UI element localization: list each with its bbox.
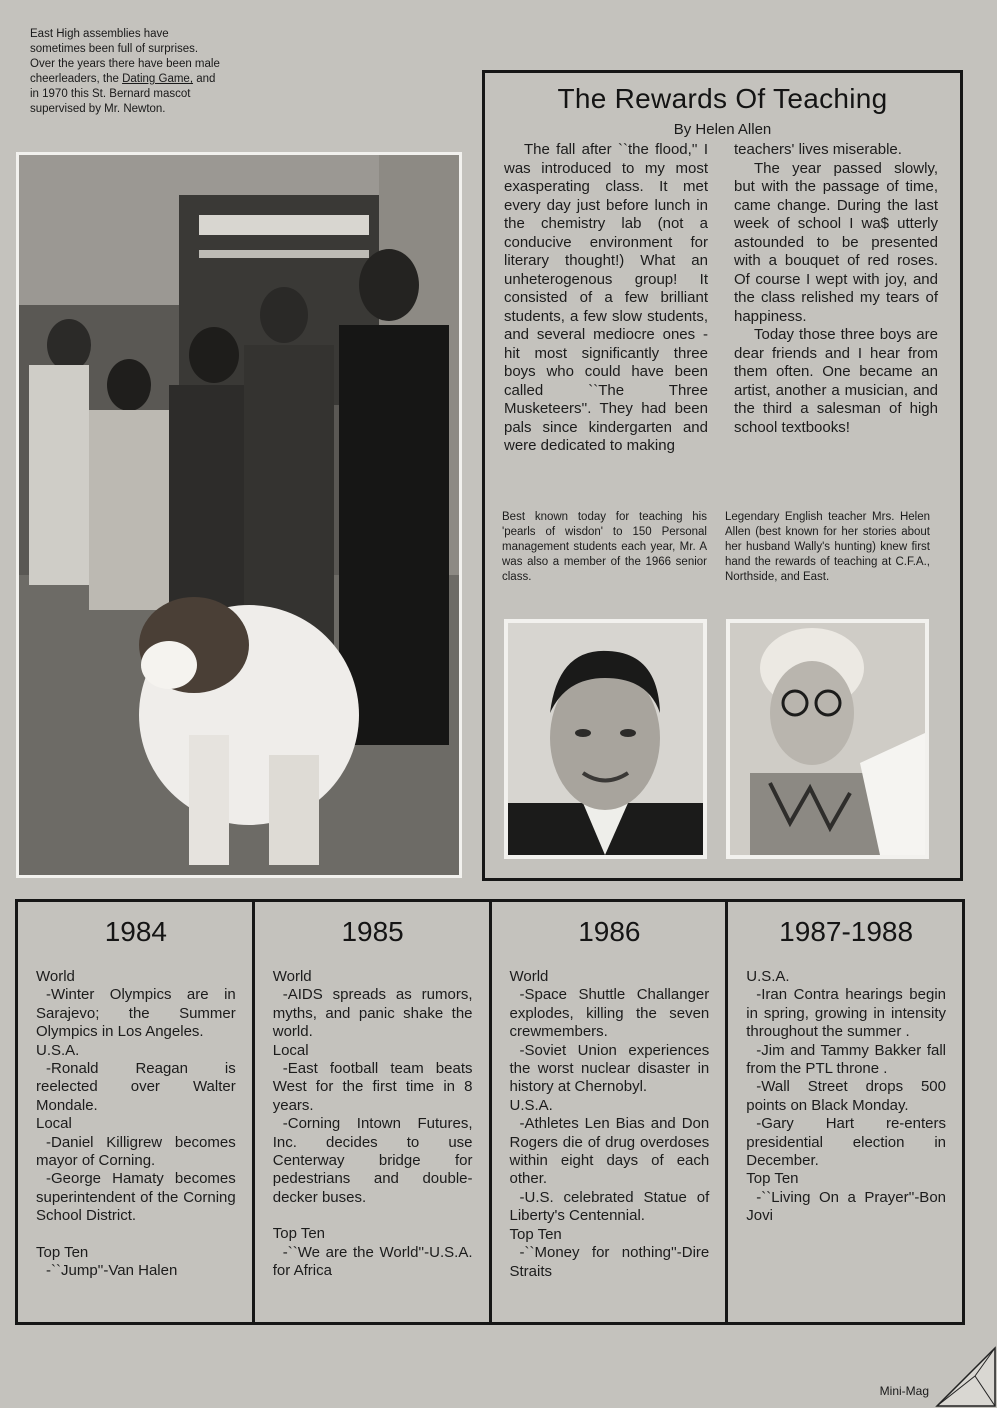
- article-column-left: [504, 141, 708, 456]
- event-item: -Space Shuttle Challanger explodes, killing the seven crewmembers.: [509, 986, 710, 1041]
- event-category: Top Ten: [509, 1225, 562, 1243]
- year-events: [36, 968, 236, 1281]
- article-paragraph: The year passed slowly, but with the passage of time, came change. During the last week of school I wa$ utterly astounded to be presented with a bouquet of red roses. Of course I wept with joy, and the class relished my tears of happiness.: [734, 159, 938, 325]
- year-heading: 1984: [104, 916, 168, 947]
- assembly-caption: East High assemblies have sometimes been full of surprises. Over the years there have been male cheerleaders, the Dating Game, and in 1970 this St. Bernard mascot supervised by Mr. Newton.: [30, 28, 220, 115]
- event-item: -George Hamaty becomes superintendent of the Corning School District.: [36, 1170, 236, 1225]
- article-paragraph: teachers' lives miserable.: [734, 141, 902, 158]
- article-title: The Rewards Of Teaching: [557, 83, 888, 114]
- corner-triangle-icon: [935, 1346, 997, 1408]
- timeline-column-1986: [492, 902, 729, 1322]
- year-events: [273, 968, 473, 1281]
- event-item: -Corning Intown Futures, Inc. decides to use Centerway bridge for pedestrians and double-decker buses.: [272, 1115, 473, 1206]
- article-panel: [482, 70, 963, 881]
- event-item: -Ronald Reagan is reelected over Walter Mondale.: [36, 1060, 236, 1114]
- event-category: U.S.A.: [36, 1041, 80, 1059]
- event-item: -``We are the World''-U.S.A. for Africa: [272, 1243, 473, 1280]
- event-item: -Daniel Killigrew becomes mayor of Corning.: [36, 1133, 236, 1170]
- year-events: [510, 968, 710, 1281]
- article-column-right: [734, 141, 938, 437]
- event-category: Top Ten: [272, 1225, 326, 1243]
- event-category: U.S.A.: [509, 1096, 553, 1114]
- event-category: Local: [272, 1041, 309, 1059]
- article-byline: By Helen Allen: [673, 121, 772, 138]
- event-item: -U.S. celebrated Statue of Liberty's Centennial.: [509, 1188, 710, 1225]
- event-item: -AIDS spreads as rumors, myths, and panic shake the world.: [272, 986, 473, 1041]
- timeline-column-1984: [18, 902, 255, 1322]
- year-heading: 1987-1988: [779, 916, 914, 947]
- event-category: Top Ten: [746, 1170, 799, 1188]
- event-spacer: [36, 1226, 236, 1244]
- bio-caption-right: Legendary English teacher Mrs. Helen Allen (best known for her stories about her husband Wally's hunting) knew first hand the rewards of teaching at C.F.A., Northside, and East.: [725, 511, 930, 583]
- dating-game-underline: Dating Game,: [122, 73, 194, 85]
- event-item: -Iran Contra hearings begin in spring, growing in intensity throughout the summer .: [746, 986, 946, 1041]
- article-paragraph: The fall after ``the flood,'' I was introduced to my most exasperating class. It met every day just before lunch in the chemistry lab (not a conducive environment for literary thought!) What an unheterogenous group! It consisted of a few brilliant students, a few slow students, and several mediocre ones - hit most significantly three boys who could have been called ``The Three Musketeers''. They had been pals since kindergarten and were dedicated to making: [504, 141, 708, 454]
- timeline-panel: [15, 899, 965, 1325]
- event-item: -``Jump''-Van Halen: [46, 1262, 178, 1280]
- event-category: World: [272, 968, 312, 985]
- bio-caption-left: Best known today for teaching his 'pearls of wisdon' to 150 Personal management students each year, Mr. A was also a member of the 1966 senior class.: [502, 511, 707, 583]
- event-item: -Soviet Union experiences the worst nuclear disaster in history at Chernobyl.: [509, 1041, 710, 1096]
- event-item: -Jim and Tammy Bakker fall from the PTL throne .: [746, 1041, 946, 1078]
- year-heading: 1985: [341, 916, 404, 947]
- event-category: World: [509, 968, 549, 985]
- timeline-column-1985: [255, 902, 492, 1322]
- event-spacer: [273, 1207, 473, 1225]
- st-bernard-photo: [16, 152, 462, 878]
- event-category: Top Ten: [36, 1243, 89, 1261]
- timeline-column-1987-1988: [728, 902, 962, 1322]
- portrait-mr-a: [504, 619, 707, 859]
- portrait-helen-allen: [726, 619, 929, 859]
- event-item: -East football team beats West for the first time in 8 years.: [272, 1060, 473, 1114]
- event-category: World: [36, 968, 75, 985]
- event-item: -``Money for nothing''-Dire Straits: [509, 1244, 710, 1280]
- event-item: -Gary Hart re-enters presidential election in December.: [746, 1115, 946, 1170]
- event-item: -Wall Street drops 500 points on Black Monday.: [746, 1078, 946, 1114]
- footer-label: Mini-Mag: [879, 1384, 929, 1398]
- year-events: [746, 968, 946, 1226]
- event-item: -Winter Olympics are in Sarajevo; the Summer Olympics in Los Angeles.: [36, 986, 236, 1041]
- event-item: -``Living On a Prayer''-Bon Jovi: [746, 1188, 946, 1225]
- event-item: -Athletes Len Bias and Don Rogers die of drug overdoses within eight days of each other.: [509, 1115, 710, 1188]
- article-paragraph: Today those three boys are dear friends and I hear from them often. One became an artist, another a musician, and the third a salesman of high school textbooks!: [734, 326, 938, 436]
- event-category: Local: [36, 1115, 72, 1133]
- event-category: U.S.A.: [746, 968, 790, 985]
- year-heading: 1986: [578, 916, 641, 947]
